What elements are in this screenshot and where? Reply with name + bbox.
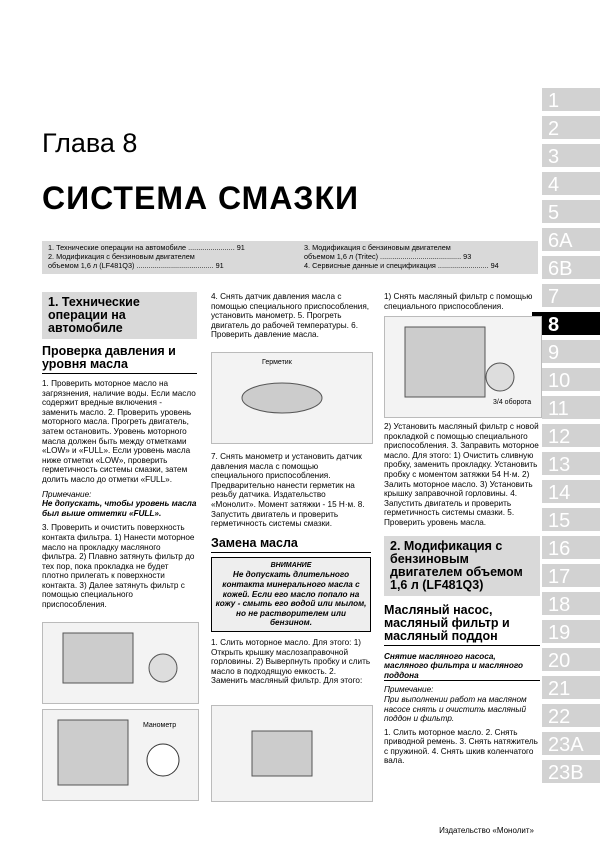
chapter-tab[interactable]: 16 <box>542 534 600 559</box>
chapter-tab[interactable]: 3 <box>542 142 600 167</box>
table-of-contents <box>42 241 538 274</box>
oil-filter-image <box>384 316 542 418</box>
filter-image <box>211 705 373 802</box>
section-heading: 2. Модификация с бензиновым двигателем объемом 1,6 л (LF481Q3) <box>384 536 540 596</box>
chapter-tab[interactable]: 6A <box>542 226 600 251</box>
page-title: СИСТЕМА СМАЗКИ <box>42 180 359 216</box>
body-text: 1. Слить моторное масло. Для этого: 1) Открыть крышку маслозаправочной горловины. 2) Выверпнуть пробку и слить масло в подходящую емкость. 2. Заменить масляный фильтр. Для этого: <box>211 637 371 686</box>
toc-item: 2. Модификация с бензиновым двигателем <box>48 252 195 261</box>
chapter-tab[interactable]: 13 <box>542 450 600 475</box>
note-text: При выполнении работ на масляном насосе снять и очистить масляный поддон и фильтр. <box>384 694 527 724</box>
chapter-tab[interactable]: 12 <box>542 422 600 447</box>
body-text: 3. Проверить и очистить поверхность контакта фильтра. 1) Нанести моторное масло на прокладку масляного фильтра. 2) Плавно затянуть фильтр до тех пор, пока прокладка не будет плотно прилегать к поверхности контакта. 3) Далее затянуть фильтр с помощью специального приспособления. <box>42 523 195 610</box>
chapter-tab[interactable]: 14 <box>542 478 600 503</box>
toc-item: объемом 1,6 л (Tritec) ........................................ 93 <box>304 252 472 261</box>
chapter-tab[interactable]: 8 <box>532 310 600 335</box>
chapter-tab[interactable]: 2 <box>542 114 600 139</box>
toc-item: 3. Модификация с бензиновым двигателем <box>304 243 451 252</box>
chapter-tab[interactable]: 18 <box>542 590 600 615</box>
body-text: 1. Слить моторное масло. 2. Снять приводной ремень. 3. Снять натяжитель с пружиной. 4. Снять шкив коленчатого вала. <box>384 727 538 766</box>
chapter-tab[interactable]: 1 <box>542 86 600 111</box>
image-label: 3/4 оборота <box>493 399 532 406</box>
chapter-tab[interactable]: 17 <box>542 562 600 587</box>
subsection-heading-2: Снятие масляного насоса, масляного фильтра и масляного поддона <box>384 652 540 682</box>
note-label: Примечание: <box>384 685 434 695</box>
footer-publisher: Издательство «Монолит» <box>439 826 534 835</box>
chapter-tab[interactable]: 7 <box>542 282 600 307</box>
body-text: 2) Установить масляный фильтр с новой прокладкой с помощью специального приспособления. 3. Заправить моторное масло. Для этого: 1) Очистить сливную пробку, заменить прокладку. Установить пробку с моментом затяжки 54 Н·м. 2) Залить моторное масло. 3) Установить крышку заправочной горловины. 4. Запустить двигатель и проверить герметичность системы смазки. 5. Проверить уровень масла. <box>384 422 539 527</box>
body-text: 7. Снять манометр и установить датчик давления масла с помощью специального приспособления. Предварительно нанести герметик на резьбу датчика. Издательство «Монолит». Момент затяжки - 15 Н·м. 8. Запустить двигатель и проверить герметичность системы смазки. <box>211 452 365 529</box>
engine-drawing <box>43 623 198 703</box>
subsection-heading: Масляный насос, масляный фильтр и масляный поддон <box>384 604 540 646</box>
chapter-tab[interactable]: 20 <box>542 646 600 671</box>
chapter-tab[interactable]: 6B <box>542 254 600 279</box>
body-text: 1) Снять масляный фильтр с помощью специального приспособления. <box>384 292 533 311</box>
chapter-tab[interactable]: 19 <box>542 618 600 643</box>
sensor-image <box>211 352 373 444</box>
warning-text: Не допускать длительного контакта минерального масла с кожей. Если его масло попало на кожу - смыть его водой или мылом, но не растворителем или бензином. <box>215 570 367 628</box>
subsection-heading: Проверка давления и уровня масла <box>42 345 197 374</box>
chapter-tab[interactable]: 9 <box>542 338 600 363</box>
chapter-tab[interactable]: 4 <box>542 170 600 195</box>
chapter-tab[interactable]: 15 <box>542 506 600 531</box>
toc-item: объемом 1,6 л (LF481Q3) ...................................... 91 <box>48 261 224 270</box>
engine-image <box>42 622 199 704</box>
sensor-drawing <box>212 353 372 443</box>
toc-item: 4. Сервисные данные и спецификация ......................... 94 <box>304 261 499 270</box>
gauge-image <box>42 709 199 801</box>
note-text: Не допускать, чтобы уровень масла был выше отметки «FULL». <box>42 499 197 518</box>
note-label: Примечание: <box>42 489 92 499</box>
chapter-label: Глава 8 <box>42 128 138 158</box>
toc-item: 1. Технические операции на автомобиле ....................... 91 <box>48 243 245 252</box>
chapter-tab[interactable]: 5 <box>542 198 600 223</box>
chapter-tab[interactable]: 10 <box>542 366 600 391</box>
filter-drawing <box>212 706 372 801</box>
chapter-tab[interactable]: 11 <box>542 394 600 419</box>
chapter-tab[interactable]: 21 <box>542 674 600 699</box>
chapter-tab[interactable]: 22 <box>542 702 600 727</box>
body-text: 1. Проверить моторное масло на загрязнения, наличие воды. Если масло содержит вредные включения - заменить масло. 2. Проверить уровень моторного масла. Прогреть двигатель, затем остановить. Уровень моторного масла должен быть между отметками «LOW» и «FULL». Если уровень масла ниже отметки «LOW», проверить герметичность системы смазки, затем долить масло до отметки «FULL». <box>42 379 196 484</box>
subsection-heading: Замена масла <box>211 537 371 553</box>
warning-box <box>211 557 371 632</box>
image-label: Герметик <box>262 359 292 366</box>
chapter-tab[interactable]: 23B <box>542 758 600 783</box>
warning-label: ВНИМАНИЕ <box>270 561 312 569</box>
chapter-tab[interactable]: 23A <box>542 730 600 755</box>
image-label: Манометр <box>143 722 177 729</box>
body-text: 4. Снять датчик давления масла с помощью специального приспособления, установить манометр. 5. Прогреть двигатель до рабочей температуры. 6. Проверить давление масла. <box>211 292 370 340</box>
section-heading: 1. Технические операции на автомобиле <box>42 292 197 339</box>
